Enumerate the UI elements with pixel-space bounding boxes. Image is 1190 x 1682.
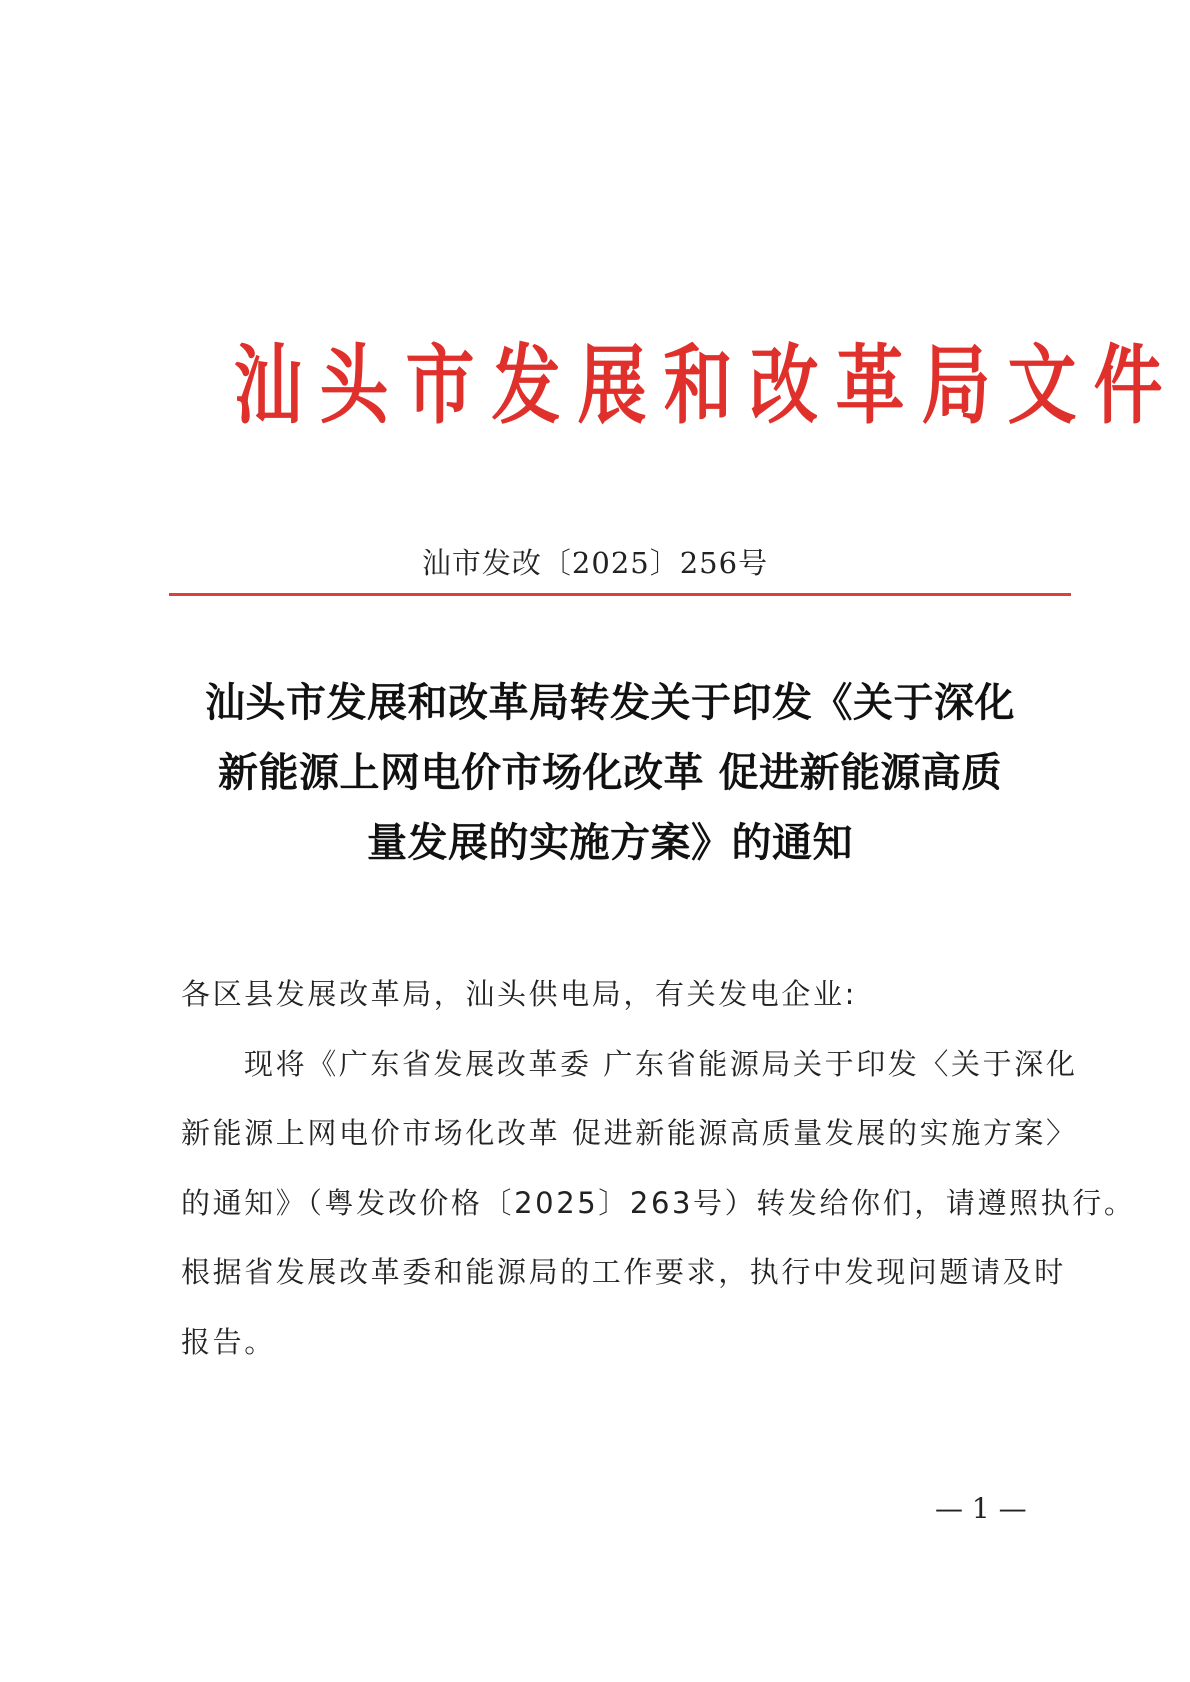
banner-char: 革: [835, 335, 905, 436]
banner-char: 改: [749, 335, 819, 436]
paragraph-line: 现将《广东省发展改革委 广东省能源局关于印发〈关于深化: [244, 1046, 1078, 1081]
banner-char: 展: [577, 335, 647, 436]
paragraph-line: 新能源上网电价市场化改革 促进新能源高质量发展的实施方案〉: [181, 1116, 1078, 1150]
paragraph-line: 根据省发展改革委和能源局的工作要求，执行中发现问题请及时: [181, 1255, 1066, 1289]
page-number: — 1 —: [935, 1492, 1027, 1525]
title-line: 汕头市发展和改革局转发关于印发《关于深化: [205, 679, 1015, 726]
document-title: [170, 668, 1050, 878]
paragraph-line: 报告。: [181, 1324, 276, 1359]
banner-char: 文: [1007, 335, 1077, 436]
red-separator-rule: [169, 593, 1071, 596]
salutation: 各区县发展改革局，汕头供电局，有关发电企业:: [181, 977, 857, 1011]
banner-char: 发: [491, 335, 561, 436]
issuer-banner: [225, 335, 1163, 436]
banner-char: 局: [921, 335, 991, 436]
banner-char: 汕: [233, 335, 303, 436]
document-number: 汕市发改〔2025〕256号: [421, 546, 769, 580]
banner-char: 头: [319, 335, 389, 436]
title-line: 新能源上网电价市场化改革 促进新能源高质: [218, 749, 1002, 796]
banner-char: 市: [405, 335, 475, 436]
banner-char: 件: [1093, 335, 1163, 436]
paragraph-line: 的通知》（粤发改价格〔2025〕263号）转发给你们，请遵照执行。: [181, 1185, 1136, 1220]
banner-char: 和: [663, 335, 733, 436]
title-line: 量发展的实施方案》的通知: [367, 819, 853, 866]
document-body: [181, 960, 1136, 1377]
